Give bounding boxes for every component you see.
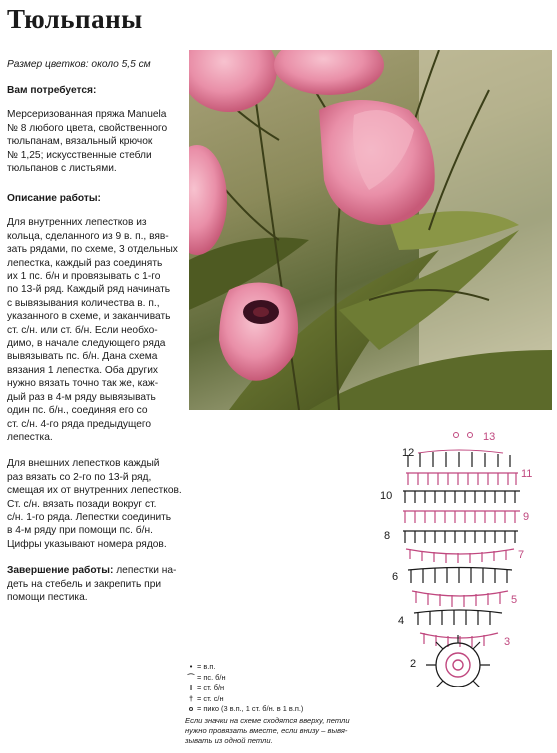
row-number: 6 xyxy=(392,571,399,583)
text-line: кольца, сделанного из 9 в. п., вяв- xyxy=(7,230,169,242)
text-line: лепестка, каждый раз соединять xyxy=(7,257,163,269)
row-number: 2 xyxy=(410,658,417,670)
legend-item xyxy=(185,704,375,715)
row-number: 7 xyxy=(518,549,525,561)
tulip-photo xyxy=(189,50,552,410)
text-line: нужно вязать точно так же, каж- xyxy=(7,378,159,390)
legend-note-line: Если значки на схеме сходятся вверху, петли xyxy=(185,715,350,725)
text-line: Для внутренних лепестков из xyxy=(7,217,147,229)
legend-label: = пико (3 в.п., 1 ст. б/н. в 1 в.п.) xyxy=(197,704,304,714)
row-number: 13 xyxy=(483,431,496,443)
text-line: димо, в начале следующего ряда xyxy=(7,338,166,350)
legend-note-line: зывать из одной петли. xyxy=(185,735,273,745)
text-line: смещая их от внутренних лепестков. xyxy=(7,485,182,497)
row-number: 5 xyxy=(511,594,518,606)
description-section xyxy=(7,192,185,604)
text-line: по 13-й ряд. Каждый ряд начинать xyxy=(7,284,171,296)
legend-item xyxy=(185,694,375,705)
row-number: 3 xyxy=(504,636,511,648)
text-line: Ст. с/н. вязать позади вокруг ст. xyxy=(7,498,157,510)
text-line: с вывязывания количества в. п., xyxy=(7,297,160,309)
legend-label: = ст. б/н xyxy=(197,683,225,693)
text-line: вязания 1 лепестка. Оба других xyxy=(7,364,158,376)
text-line: указанного в схеме, и заканчивать xyxy=(7,311,171,323)
text-line: раз вязать со 2-го по 13-й ряд, xyxy=(7,471,152,483)
chain-stitch-icon: • xyxy=(189,662,193,671)
finish-text-line: лепестки на- xyxy=(116,565,177,577)
materials-section xyxy=(7,84,185,175)
legend-label: = пс. б/н xyxy=(197,672,226,682)
page-title: Тюльпаны xyxy=(7,4,143,34)
size-line: Размер цветков: около 5,5 см xyxy=(7,59,151,70)
row-number: 11 xyxy=(521,468,533,480)
description-paragraph-1 xyxy=(7,216,185,444)
double-crochet-icon: † xyxy=(188,693,194,703)
text-line: вывязывать пс. б/н. Дана схема xyxy=(7,351,158,363)
row-number: 10 xyxy=(380,490,393,502)
legend-item xyxy=(185,683,375,694)
row-number: 8 xyxy=(384,530,391,542)
materials-line: тюльпанов с листьями. xyxy=(7,163,117,175)
description-heading: Описание работы: xyxy=(7,193,101,204)
finish-section xyxy=(7,564,185,604)
legend-note-line: нужно провязать вместе, если внизу – вывя- xyxy=(185,725,348,735)
legend-label: = в.п. xyxy=(197,662,216,671)
legend-item xyxy=(185,662,375,673)
text-line: зать рядами, по схеме, 3 отдельных xyxy=(7,244,178,256)
finish-text-line: деть на стебель и закрепить при xyxy=(7,578,162,590)
single-crochet-icon: I xyxy=(189,683,193,693)
materials-line: № 8 любого цвета, свойственного xyxy=(7,122,168,134)
stitch-legend xyxy=(185,662,375,746)
legend-item xyxy=(185,673,375,684)
text-line: ст. с/н. 4-го ряда предыдущего xyxy=(7,418,152,430)
text-line: Цифры указывают номера рядов. xyxy=(7,538,167,550)
row-number: 12 xyxy=(402,447,415,459)
materials-line: тюльпанам, вязальный крючок xyxy=(7,136,153,148)
picot-icon: o xyxy=(188,704,194,714)
finish-text-line: помощи пестика. xyxy=(7,591,88,603)
row-number: 4 xyxy=(398,615,405,627)
text-line: ст. с/н. или ст. б/н. Если необхо- xyxy=(7,324,158,336)
finish-heading: Завершение работы: xyxy=(7,565,114,577)
materials-line: Мерсеризованная пряжа Manuela xyxy=(7,109,167,121)
text-line: с/н. 1-го ряда. Лепестки соединить xyxy=(7,511,172,523)
legend-label: = ст. с/н xyxy=(197,693,224,703)
text-line: Для внешних лепестков каждый xyxy=(7,458,160,470)
materials-heading: Вам потребуется: xyxy=(7,85,97,96)
slip-stitch-icon: ⌒ xyxy=(187,672,195,682)
row-number: 9 xyxy=(523,511,530,523)
text-line: один пс. б/н., соединяя его со xyxy=(7,405,148,417)
crochet-diagram xyxy=(378,425,550,687)
materials-text xyxy=(7,108,185,175)
text-line: в 4-м ряду при помощи пс. б/н. xyxy=(7,525,153,537)
text-line: их 1 пс. б/н и провязывать с 1-го xyxy=(7,271,161,283)
text-line: дый раз в 4-м ряду вывязывать xyxy=(7,391,156,403)
text-line: лепестка. xyxy=(7,431,53,443)
description-paragraph-2 xyxy=(7,457,185,551)
legend-note xyxy=(185,716,375,746)
materials-line: № 1,25; искусственные стебли xyxy=(7,149,152,161)
